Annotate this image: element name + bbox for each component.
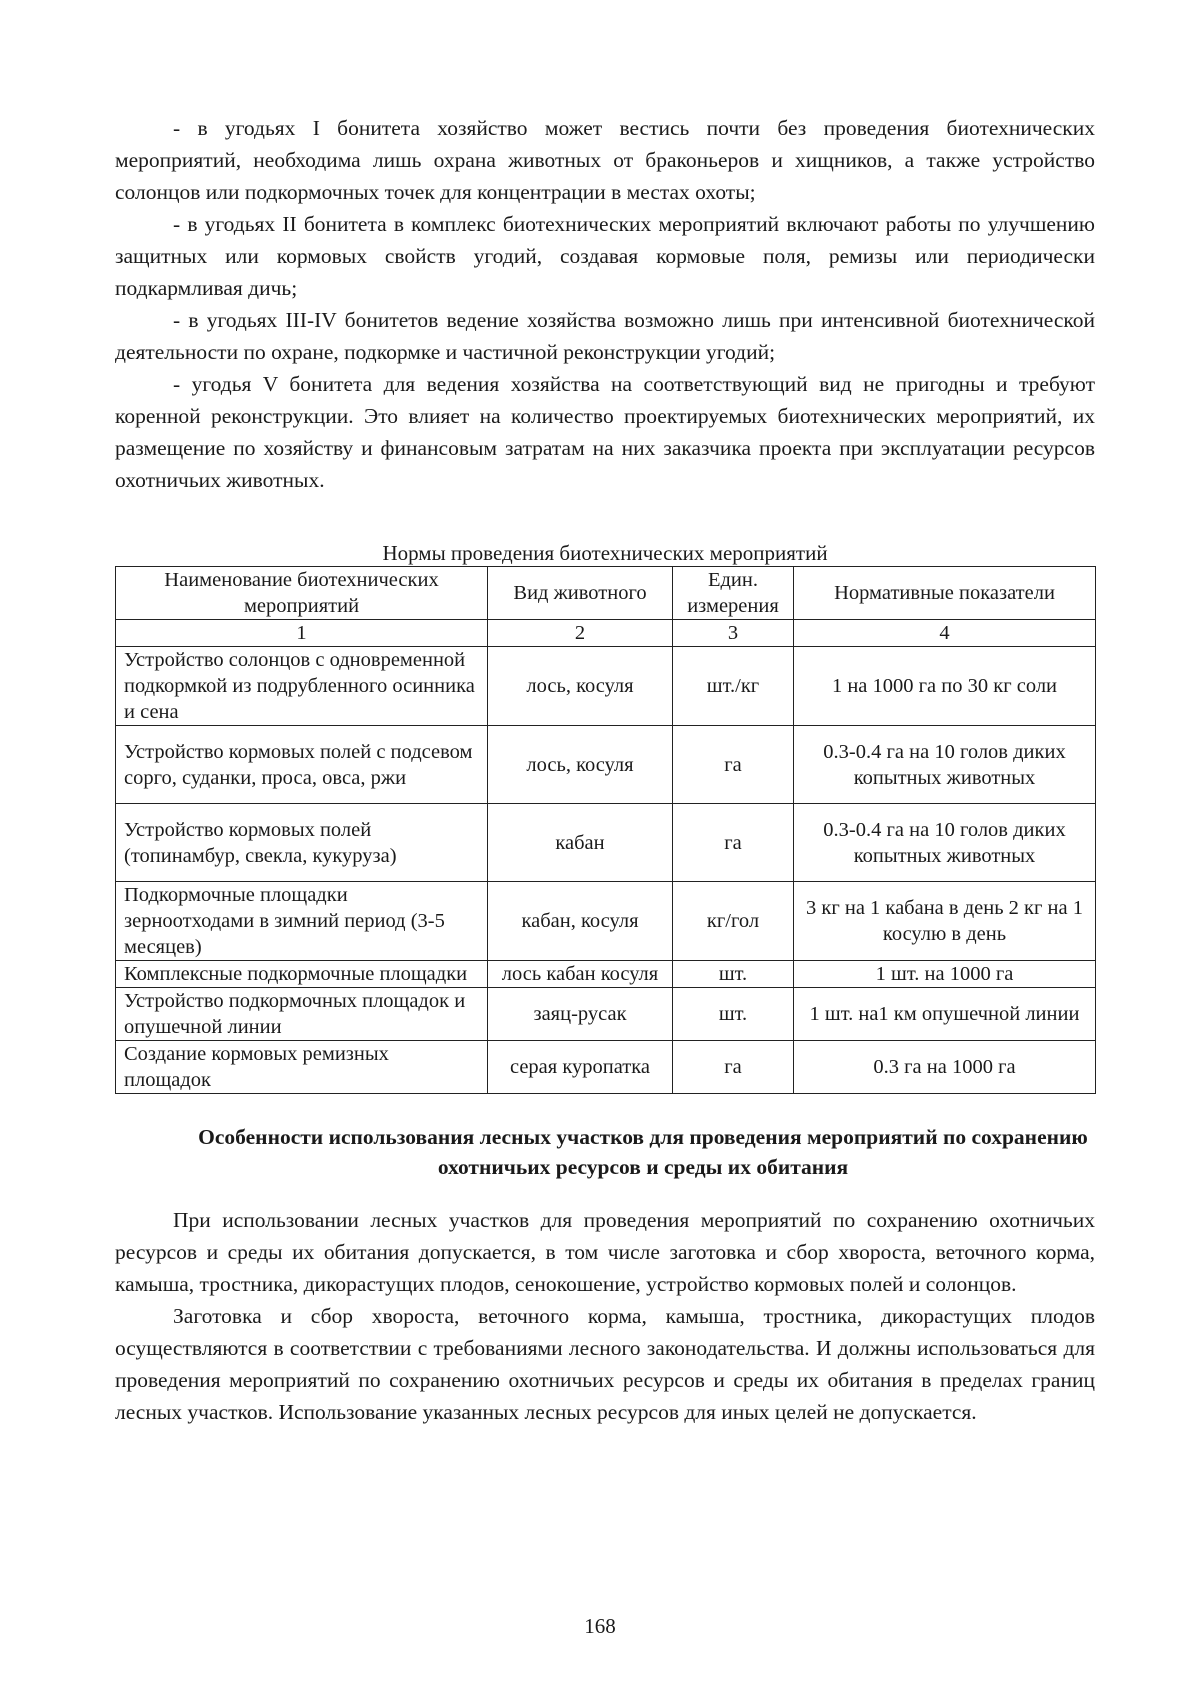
norms-table	[115, 566, 1096, 1094]
table-cell: шт./кг	[673, 647, 794, 726]
table-row	[116, 1041, 1096, 1094]
paragraph: - угодья V бонитета для ведения хозяйства на соответствующий вид не пригодны и требуют коренной реконструкции. Это влияет на количество проектируемых биотехнических мероприятий, их размещение по хозяйству и финансовым затратам на них заказчика проекта при эксплуатации ресурсов охотничьих животных.	[115, 372, 1095, 492]
table-cell: кабан, косуля	[488, 882, 673, 961]
table-cell: Устройство кормовых полей (топинамбур, свекла, кукуруза)	[116, 804, 488, 882]
table-cell: 1 шт. на 1000 га	[794, 961, 1096, 988]
table-cell: лось, косуля	[488, 647, 673, 726]
document-page	[115, 112, 1095, 1428]
header-cell: Нормативные показатели	[794, 567, 1096, 620]
table-cell: га	[673, 726, 794, 804]
column-number: 1	[116, 620, 488, 647]
table-cell: га	[673, 804, 794, 882]
table-row	[116, 961, 1096, 988]
header-cell: Наименование биотехнических мероприятий	[116, 567, 488, 620]
table-header-row	[116, 567, 1096, 620]
column-number: 4	[794, 620, 1096, 647]
table-cell: га	[673, 1041, 794, 1094]
table-row	[116, 882, 1096, 961]
paragraph: Заготовка и сбор хвороста, веточного корма, камыша, тростника, дикорастущих плодов осуществляются в соответствии с требованиями лесного законодательства. И должны использоваться для проведения мероприятий по сохранению охотничьих ресурсов и среды их обитания в пределах границ лесных участков. Использование указанных лесных ресурсов для иных целей не допускается.	[115, 1304, 1095, 1424]
table-row	[116, 804, 1096, 882]
table-cell: лось кабан косуля	[488, 961, 673, 988]
column-number: 3	[673, 620, 794, 647]
page-number: 168	[584, 1614, 616, 1638]
section-body	[115, 1204, 1095, 1428]
table-cell: 0.3-0.4 га на 10 голов диких копытных животных	[794, 726, 1096, 804]
table-cell: кг/гол	[673, 882, 794, 961]
column-number-row	[116, 620, 1096, 647]
table-cell: 0.3-0.4 га на 10 голов диких копытных животных	[794, 804, 1096, 882]
table-cell: серая куропатка	[488, 1041, 673, 1094]
header-cell: Вид животного	[488, 567, 673, 620]
table-cell: 1 на 1000 га по 30 кг соли	[794, 647, 1096, 726]
table-cell: Устройство кормовых полей с подсевом сорго, суданки, проса, овса, ржи	[116, 726, 488, 804]
paragraph: При использовании лесных участков для проведения мероприятий по сохранению охотничьих ресурсов и среды их обитания допускается, в том числе заготовка и сбор хвороста, веточного корма, камыша, тростника, дикорастущих плодов, сенокошение, устройство кормовых полей и солонцов.	[115, 1208, 1095, 1296]
table-row	[116, 647, 1096, 726]
table-cell: 3 кг на 1 кабана в день 2 кг на 1 косулю в день	[794, 882, 1096, 961]
section-heading: Особенности использования лесных участков для проведения мероприятий по сохранению охотничьих ресурсов и среды их обитания	[198, 1125, 1088, 1179]
intro-text	[115, 112, 1095, 496]
table-cell: лось, косуля	[488, 726, 673, 804]
header-cell: Един. измерения	[673, 567, 794, 620]
table-cell: 0.3 га на 1000 га	[794, 1041, 1096, 1094]
table-cell: заяц-русак	[488, 988, 673, 1041]
table-cell: шт.	[673, 988, 794, 1041]
table-cell: 1 шт. на1 км опушечной линии	[794, 988, 1096, 1041]
paragraph: - в угодьях I бонитета хозяйство может вестись почти без проведения биотехнических мероприятий, необходима лишь охрана животных от браконьеров и хищников, а также устройство солонцов или подкормочных точек для концентрации в местах охоты;	[115, 116, 1095, 204]
table-caption: Нормы проведения биотехнических мероприятий	[382, 541, 828, 565]
table-cell: Устройство подкормочных площадок и опушечной линии	[116, 988, 488, 1041]
table-cell: кабан	[488, 804, 673, 882]
column-number: 2	[488, 620, 673, 647]
table-row	[116, 988, 1096, 1041]
table-cell: Комплексные подкормочные площадки	[116, 961, 488, 988]
table-cell: Устройство солонцов с одновременной подкормкой из подрубленного осинника и сена	[116, 647, 488, 726]
table-row	[116, 726, 1096, 804]
paragraph: - в угодьях II бонитета в комплекс биотехнических мероприятий включают работы по улучшению защитных или кормовых свойств угодий, создавая кормовые поля, ремизы или периодически подкармливая дичь;	[115, 212, 1095, 300]
table-cell: шт.	[673, 961, 794, 988]
paragraph: - в угодьях III-IV бонитетов ведение хозяйства возможно лишь при интенсивной биотехнической деятельности по охране, подкормке и частичной реконструкции угодий;	[115, 308, 1095, 364]
table-cell: Подкормочные площадки зерноотходами в зимний период (3-5 месяцев)	[116, 882, 488, 961]
table-cell: Создание кормовых ремизных площадок	[116, 1041, 488, 1094]
